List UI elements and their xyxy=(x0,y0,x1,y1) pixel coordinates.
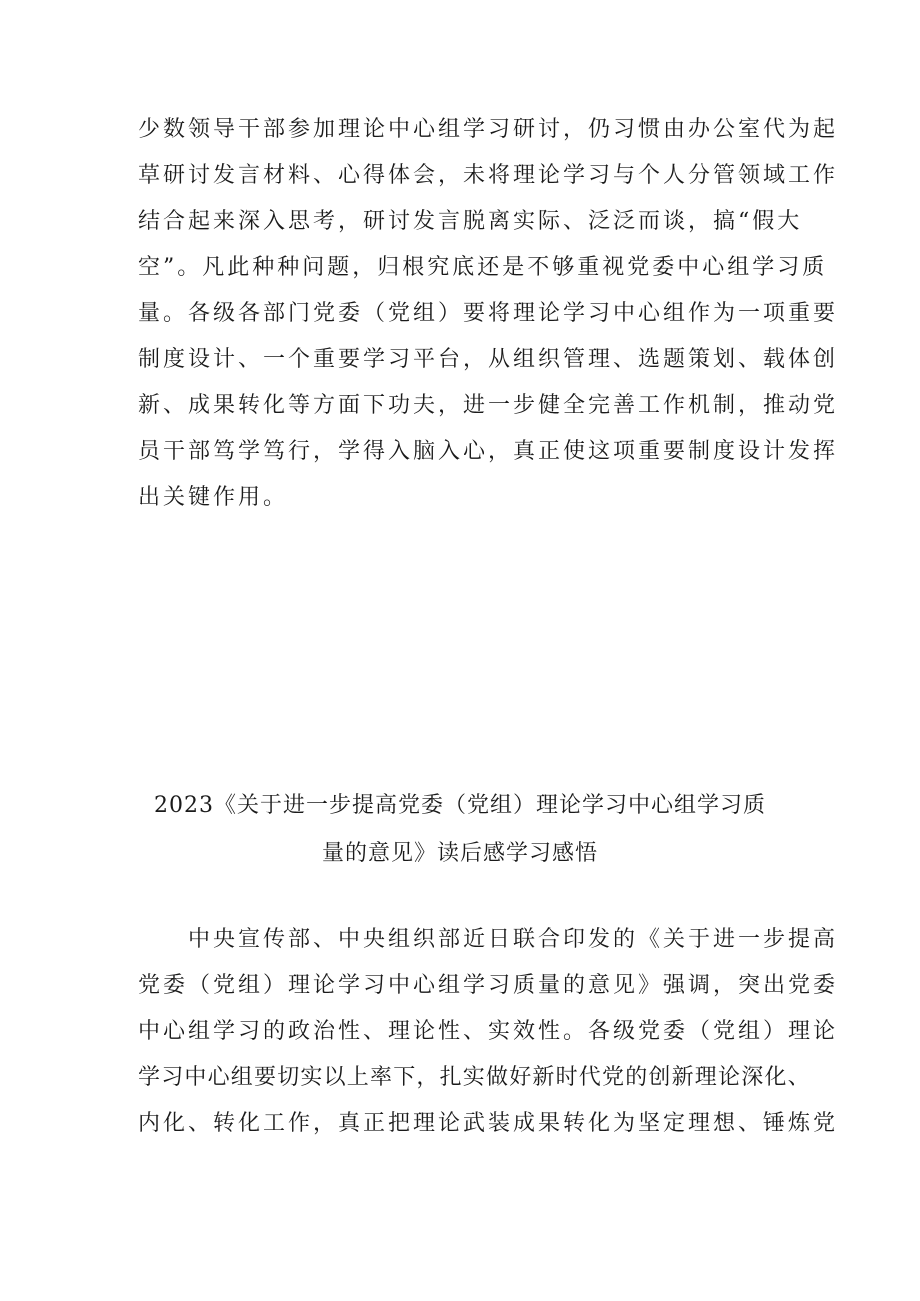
paragraph-line: 员干部笃学笃行，学得入脑入心，真正使这项重要制度设计发挥 xyxy=(138,439,839,464)
paragraph-line: 空”。凡此种种问题，归根究底还是不够重视党委中心组学习质 xyxy=(138,255,828,280)
title-line: 量的意见》读后感学习感悟 xyxy=(321,841,598,866)
document-title xyxy=(100,782,820,878)
paragraph-line: 中心组学习的政治性、理论性、实效性。各级党委（党组）理论 xyxy=(138,1019,839,1044)
paragraph-line: 新、成果转化等方面下功夫，进一步健全完善工作机制，推动党 xyxy=(138,393,839,418)
body-paragraph-top xyxy=(138,107,839,521)
title-line: 2023《关于进一步提高党委（党组）理论学习中心组学习质 xyxy=(154,793,766,818)
paragraph-line: 草研讨发言材料、心得体会，未将理论学习与个人分管领域工作 xyxy=(138,163,839,188)
paragraph-line: 结合起来深入思考，研讨发言脱离实际、泛泛而谈，搞“假大 xyxy=(138,209,803,234)
paragraph-line: 内化、转化工作，真正把理论武装成果转化为坚定理想、锤炼党 xyxy=(138,1111,839,1136)
paragraph-line: 少数领导干部参加理论中心组学习研讨，仍习惯由办公室代为起 xyxy=(138,117,839,142)
paragraph-line: 出关键作用。 xyxy=(138,485,289,510)
paragraph-line: 量。各级各部门党委（党组）要将理论学习中心组作为一项重要 xyxy=(138,301,839,326)
paragraph-line: 制度设计、一个重要学习平台，从组织管理、选题策划、载体创 xyxy=(138,347,839,372)
paragraph-line: 党委（党组）理论学习中心组学习质量的意见》强调，突出党委 xyxy=(138,973,839,998)
body-paragraph-bottom xyxy=(138,917,839,1147)
paragraph-line: 学习中心组要切实以上率下，扎实做好新时代党的创新理论深化、 xyxy=(138,1065,811,1090)
paragraph-line: 中央宣传部、中央组织部近日联合印发的《关于进一步提高 xyxy=(138,927,839,952)
